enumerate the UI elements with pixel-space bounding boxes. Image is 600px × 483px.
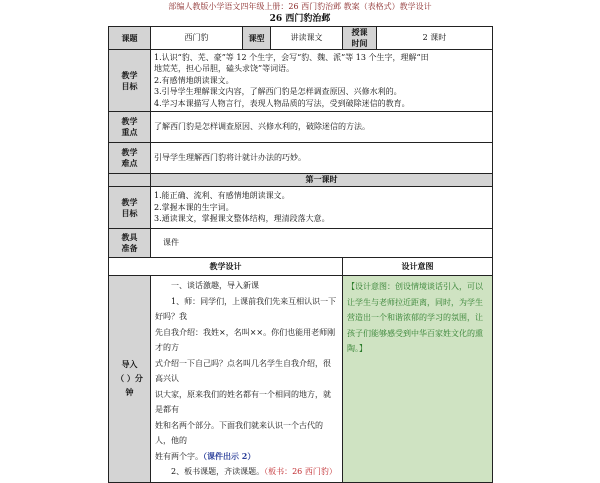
goals-first-content — [151, 187, 493, 229]
prep-label-line-1: 教具 — [121, 233, 138, 242]
type-value: 讲读课文 — [271, 27, 343, 50]
section-spacer — [109, 174, 151, 187]
key-point-row — [109, 112, 493, 143]
teaching-line: 先自我介绍：我姓×，名叫××。你们也能用老师刚才的方 — [155, 327, 336, 352]
teaching-line: 1、师：同学们，上课前我们先来互相认识一下好吗？我 — [155, 296, 337, 321]
teaching-heading: 一、谈话激趣，导入新课 — [171, 281, 259, 290]
topic-row — [109, 27, 493, 50]
goal-line: 地荒芜，担心吊胆，磕头求饶”等词语。 — [154, 64, 295, 74]
teaching-line-text: 姓有两个字。 — [155, 451, 203, 461]
stage-label-line-2: （ ）分 — [116, 373, 143, 383]
goal-line: 1.认识“豹、芜、豪”等 12 个生字，会写“豹、魏、派”等 13 个生字，理解“田 — [154, 52, 429, 62]
difficulty-label-line-1: 教学 — [121, 148, 138, 157]
process-header-row — [109, 258, 493, 276]
goal-first-line: 1.能正确、流利、有感情地朗读课文。 — [154, 191, 290, 201]
difficulty-label-line-2: 难点 — [121, 159, 138, 168]
key-point-text: 了解西门豹是怎样调查原因、兴修水利的，破除迷信的方法。 — [151, 112, 493, 143]
design-intent: 【设计意图：创设情境谈话引入，可以让学生与老师拉近距离，同时，为学生营造出一个和谐浓郁的学习的氛围，让孩子们能够感受到中华百家姓文化的熏陶。】 — [343, 276, 493, 483]
goal-line: 4.学习本课描写人物言行，表现人物品质的写法，受到破除迷信的教育。 — [154, 98, 410, 108]
design-header: 教学设计 — [109, 258, 343, 276]
difficulty-row — [109, 143, 493, 174]
goal-first-line: 2.掌握本课的生字词。 — [154, 202, 234, 212]
courseware-note: （课件出示 2） — [203, 450, 256, 461]
type-label: 课型 — [243, 27, 271, 50]
goal-line: 3.引导学生理解课文内容，了解西门豹是怎样调查原因、兴修水利的。 — [154, 87, 402, 97]
goals-label — [109, 50, 151, 112]
prep-row — [109, 229, 493, 258]
prep-text: 课件 — [151, 229, 493, 258]
teaching-line — [155, 449, 338, 465]
teaching-line: 识大家，原来我们的姓名都有一个相同的地方，就是都有 — [155, 389, 331, 414]
goals-first-label-line-2: 目标 — [121, 208, 138, 218]
goals-label-line-2: 目标 — [121, 81, 138, 91]
key-point-label — [109, 112, 151, 143]
goals-label-line-1: 教学 — [121, 70, 138, 80]
teaching-content — [151, 276, 343, 483]
prep-label-line-2: 准备 — [121, 244, 138, 253]
goals-first-label-line-1: 教学 — [121, 197, 138, 207]
lesson-plan-table — [108, 26, 493, 483]
page-header: 部编人教版小学语文四年级上册：26 西门豹治邺 教案（表格式）教学设计 — [168, 2, 432, 11]
goal-first-line: 3.通读课文，掌握课文整体结构，理清段落大意。 — [154, 214, 330, 224]
process-content-row — [109, 276, 493, 483]
goal-line: 2.有感情地朗读课文。 — [154, 75, 234, 85]
teaching-line-text: 2、板书课题，齐读课题。 — [171, 467, 265, 476]
teaching-line — [155, 464, 338, 480]
blackboard-note: （板书：26 西门豹） — [264, 467, 337, 476]
goals-content — [151, 50, 493, 112]
intent-header: 设计意图 — [343, 258, 493, 276]
section-first-title: 第一课时 — [151, 174, 493, 187]
key-point-label-line-1: 教学 — [121, 117, 138, 126]
topic-label: 课题 — [109, 27, 151, 50]
stage-label-line-3: 钟 — [125, 387, 134, 397]
key-point-label-line-2: 重点 — [121, 128, 138, 137]
time-label — [343, 27, 377, 50]
goals-row — [109, 50, 493, 112]
section-first-row — [109, 174, 493, 187]
difficulty-text: 引导学生理解西门豹将计就计办法的巧妙。 — [151, 143, 493, 174]
lesson-title: 26 西门豹治邺 — [269, 14, 331, 24]
topic-value: 西门豹 — [151, 27, 243, 50]
teaching-line: 姓和名两个部分。下面我们就来认识一个古代的人，他的 — [155, 420, 323, 445]
goals-first-label — [109, 187, 151, 229]
difficulty-label — [109, 143, 151, 174]
time-label-line-2: 时间 — [351, 39, 368, 48]
time-value: 2 课时 — [377, 27, 493, 50]
prep-label — [109, 229, 151, 258]
stage-label — [109, 276, 151, 483]
teaching-line: 式介绍一下自己吗？点名叫几名学生自我介绍，很高兴认 — [155, 358, 331, 383]
stage-label-line-1: 导入 — [121, 359, 138, 369]
goals-first-row — [109, 187, 493, 229]
time-label-line-1: 授课 — [351, 28, 368, 37]
